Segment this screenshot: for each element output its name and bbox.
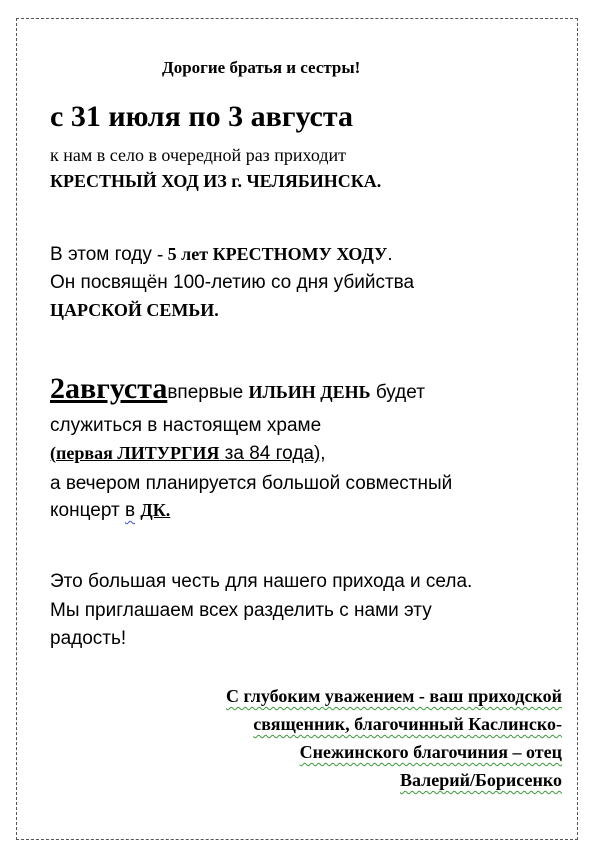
greeting: Дорогие братья и сестры! [162,58,361,77]
concert-word: концерт [50,500,125,521]
royal-family: ЦАРСКОЙ СЕМЬИ. [50,300,219,320]
anniversary-period: . [387,244,393,265]
ilyin-date: 2августа [50,372,168,405]
liturgy-open-paren: ( [50,443,56,463]
signature-line-2: священник, благочинный Каслинско- [253,714,562,734]
intro-line-1: к нам в село в очередной раз приходит [50,145,347,165]
liturgy-line [50,443,326,465]
anniversary-line-1 [50,244,393,266]
anniversary-prefix: В этом году [50,244,158,265]
ilyin-will-be: будет [370,382,425,403]
ilyin-day: ИЛЬИН ДЕНЬ [248,382,371,402]
signature-line-4: Валерий/Борисенко [400,770,562,790]
concert-in: в [124,500,136,521]
invite-line-1: Это большая честь для нашего прихода и села. [50,571,473,592]
invite-line-2: Мы приглашаем всех разделить с нами эту [50,600,432,621]
concert-line-1: а вечером планируется большой совместный [50,473,453,494]
liturgy-years: за 84 года), [219,443,326,464]
liturgy-bold: первая ЛИТУРГИЯ [56,443,220,463]
procession-title: КРЕСТНЫЙ ХОД ИЗ г. ЧЕЛЯБИНСКА. [50,171,382,191]
ilyin-line-1 [50,372,425,406]
invite-line-3: радость! [50,628,127,649]
concert-line-2 [50,500,170,522]
concert-dk: ДК. [140,500,171,520]
signature-line-3: Снежинского благочиния – отец [299,742,562,762]
anniversary-line-2: Он посвящён 100-летию со дня убийства [50,272,415,293]
ilyin-line-2: служиться в настоящем храме [50,415,322,436]
ilyin-first-time: впервые [167,382,249,403]
signature-line-1: С глубоким уважением - ваш приходской [226,686,562,706]
event-dates: с 31 июля по 3 августа [50,100,353,133]
anniversary-highlight: - 5 лет КРЕСТНОМУ ХОДУ [157,244,388,264]
